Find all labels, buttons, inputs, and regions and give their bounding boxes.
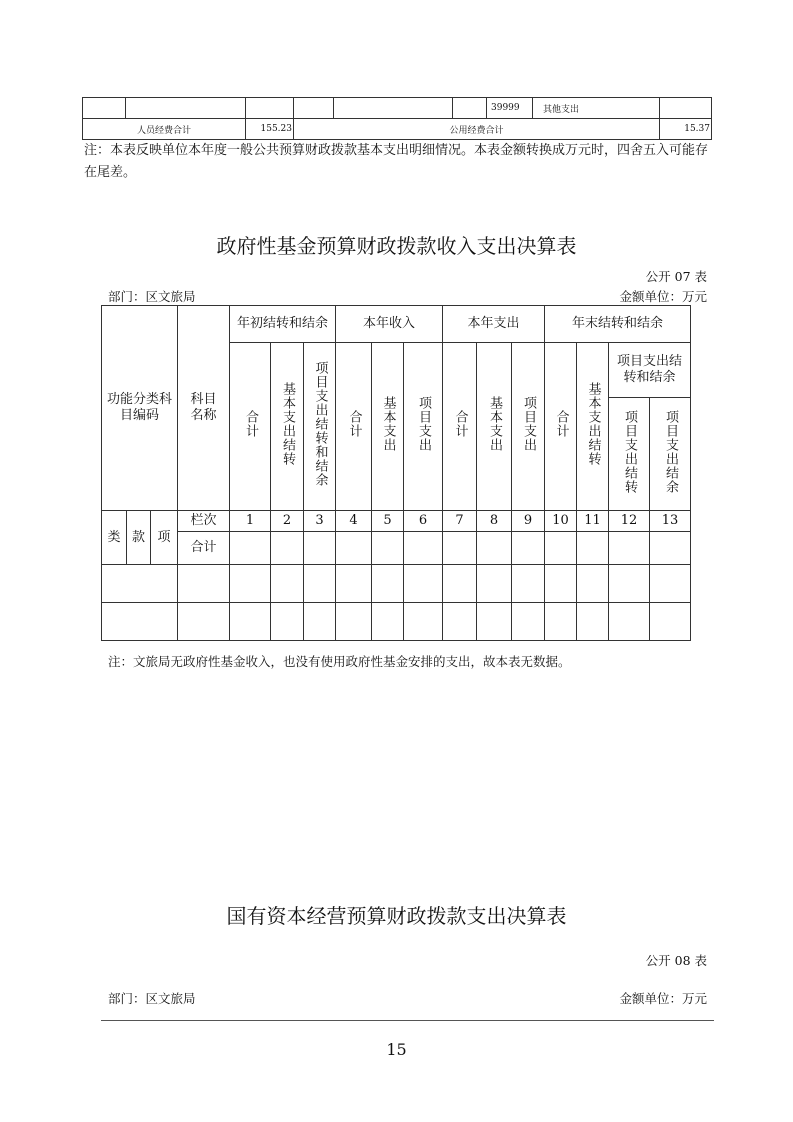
col-number: 1	[230, 511, 271, 532]
table-row	[83, 98, 712, 119]
hdr-project-group: 项目支出结转和结余	[609, 343, 691, 398]
cell	[512, 603, 545, 641]
totals-row	[83, 119, 712, 140]
hdr-heji: 合计	[443, 343, 477, 511]
section08-table-no: 公开 08 表	[645, 953, 707, 968]
cell	[102, 565, 178, 603]
col-number: 5	[372, 511, 404, 532]
cell	[304, 603, 336, 641]
hdr-basic-exp: 基本支出	[372, 343, 404, 511]
table-row	[102, 565, 691, 603]
hdr-project-exp: 项目支出	[512, 343, 545, 511]
cell	[126, 98, 246, 119]
page-number: 15	[386, 1040, 407, 1059]
section07-title: 政府性基金预算财政拨款收入支出决算表	[216, 234, 577, 258]
hdr-heji: 合计	[545, 343, 577, 511]
cell	[334, 98, 453, 119]
cell	[372, 603, 404, 641]
cell	[545, 565, 577, 603]
col-number: 10	[545, 511, 577, 532]
section07-note: 注：文旅局无政府性基金收入，也没有使用政府性基金安排的支出，故本表无数据。	[108, 654, 571, 669]
col-number: 8	[477, 511, 512, 532]
col-number: 12	[609, 511, 650, 532]
code-cell: 39999	[487, 98, 533, 119]
col-number: 6	[404, 511, 443, 532]
group-closing-balance: 年末结转和结余	[545, 306, 691, 343]
table-row	[102, 603, 691, 641]
cell	[453, 98, 487, 119]
hdr-heji: 合计	[230, 343, 271, 511]
basic-expenditure-table-tail	[82, 97, 712, 140]
cell	[336, 565, 372, 603]
hdr-lei: 类	[102, 511, 127, 565]
public-total-label: 公用经费合计	[294, 119, 660, 140]
hdr-project-carry-balance: 项目支出结转和结余	[304, 343, 336, 511]
cell	[609, 565, 650, 603]
cell	[304, 532, 336, 565]
cell	[294, 98, 334, 119]
cell	[609, 603, 650, 641]
group-current-income: 本年收入	[336, 306, 443, 343]
col-number: 11	[577, 511, 609, 532]
cell	[443, 603, 477, 641]
cell	[336, 532, 372, 565]
group-current-expenditure: 本年支出	[443, 306, 545, 343]
cell	[577, 603, 609, 641]
name-cell: 其他支出	[533, 98, 660, 119]
cell	[404, 532, 443, 565]
section08-title: 国有资本经营预算财政拨款支出决算表	[226, 904, 567, 928]
cell	[443, 532, 477, 565]
cell	[178, 603, 230, 641]
cell	[246, 98, 294, 119]
hdr-basic-carry: 基本支出结转	[271, 343, 304, 511]
col-number: 9	[512, 511, 545, 532]
col-number: 7	[443, 511, 477, 532]
total-row	[102, 532, 691, 565]
section07-table-no: 公开 07 表	[645, 269, 707, 284]
section08-department: 部门：区文旅局	[108, 991, 196, 1006]
cell	[650, 565, 691, 603]
cell	[83, 98, 126, 119]
cell	[545, 603, 577, 641]
cell	[404, 565, 443, 603]
cell	[271, 603, 304, 641]
cell	[477, 565, 512, 603]
cell	[271, 532, 304, 565]
col-number: 13	[650, 511, 691, 532]
total-label: 合计	[178, 532, 230, 565]
col-number: 3	[304, 511, 336, 532]
cell	[577, 532, 609, 565]
cell	[477, 532, 512, 565]
cell	[650, 532, 691, 565]
cell	[404, 603, 443, 641]
section08-unit: 金额单位：万元	[619, 991, 707, 1006]
cell	[336, 603, 372, 641]
cell	[372, 565, 404, 603]
divider-line	[101, 1020, 714, 1021]
government-fund-table	[101, 305, 691, 641]
hdr-basic-carry: 基本支出结转	[577, 343, 609, 511]
section07-unit: 金额单位：万元	[619, 289, 707, 304]
cell	[230, 603, 271, 641]
cell	[230, 532, 271, 565]
hdr-project-carry: 项目支出结转	[609, 398, 650, 511]
note-basic-expenditure: 注：本表反映单位本年度一般公共预算财政拨款基本支出明细情况。本表金额转换成万元时，四舍五入可能存在尾差。	[84, 143, 709, 180]
cell	[271, 565, 304, 603]
subject-name-header: 科目名称	[178, 306, 230, 511]
hdr-lanci: 栏次	[178, 511, 230, 532]
cell	[230, 565, 271, 603]
personnel-total-label: 人员经费合计	[83, 119, 246, 140]
cell	[512, 565, 545, 603]
cell	[102, 603, 178, 641]
hdr-heji: 合计	[336, 343, 372, 511]
hdr-basic-exp: 基本支出	[477, 343, 512, 511]
column-number-row	[102, 511, 691, 532]
func-code-header: 功能分类科目编码	[102, 306, 178, 511]
col-number: 2	[271, 511, 304, 532]
cell	[660, 98, 712, 119]
hdr-kuan: 款	[127, 511, 151, 565]
cell	[609, 532, 650, 565]
hdr-project-exp: 项目支出	[404, 343, 443, 511]
group-opening-balance: 年初结转和结余	[230, 306, 336, 343]
cell	[372, 532, 404, 565]
cell	[178, 565, 230, 603]
cell	[545, 532, 577, 565]
col-number: 4	[336, 511, 372, 532]
cell	[443, 565, 477, 603]
cell	[477, 603, 512, 641]
cell	[577, 565, 609, 603]
personnel-total-value: 155.23	[246, 119, 294, 140]
section07-department: 部门：区文旅局	[108, 289, 196, 304]
hdr-xiang: 项	[151, 511, 178, 565]
cell	[304, 565, 336, 603]
public-total-value: 15.37	[660, 119, 712, 140]
cell	[512, 532, 545, 565]
hdr-project-balance: 项目支出结余	[650, 398, 691, 511]
header-row-1	[102, 306, 691, 343]
cell	[650, 603, 691, 641]
